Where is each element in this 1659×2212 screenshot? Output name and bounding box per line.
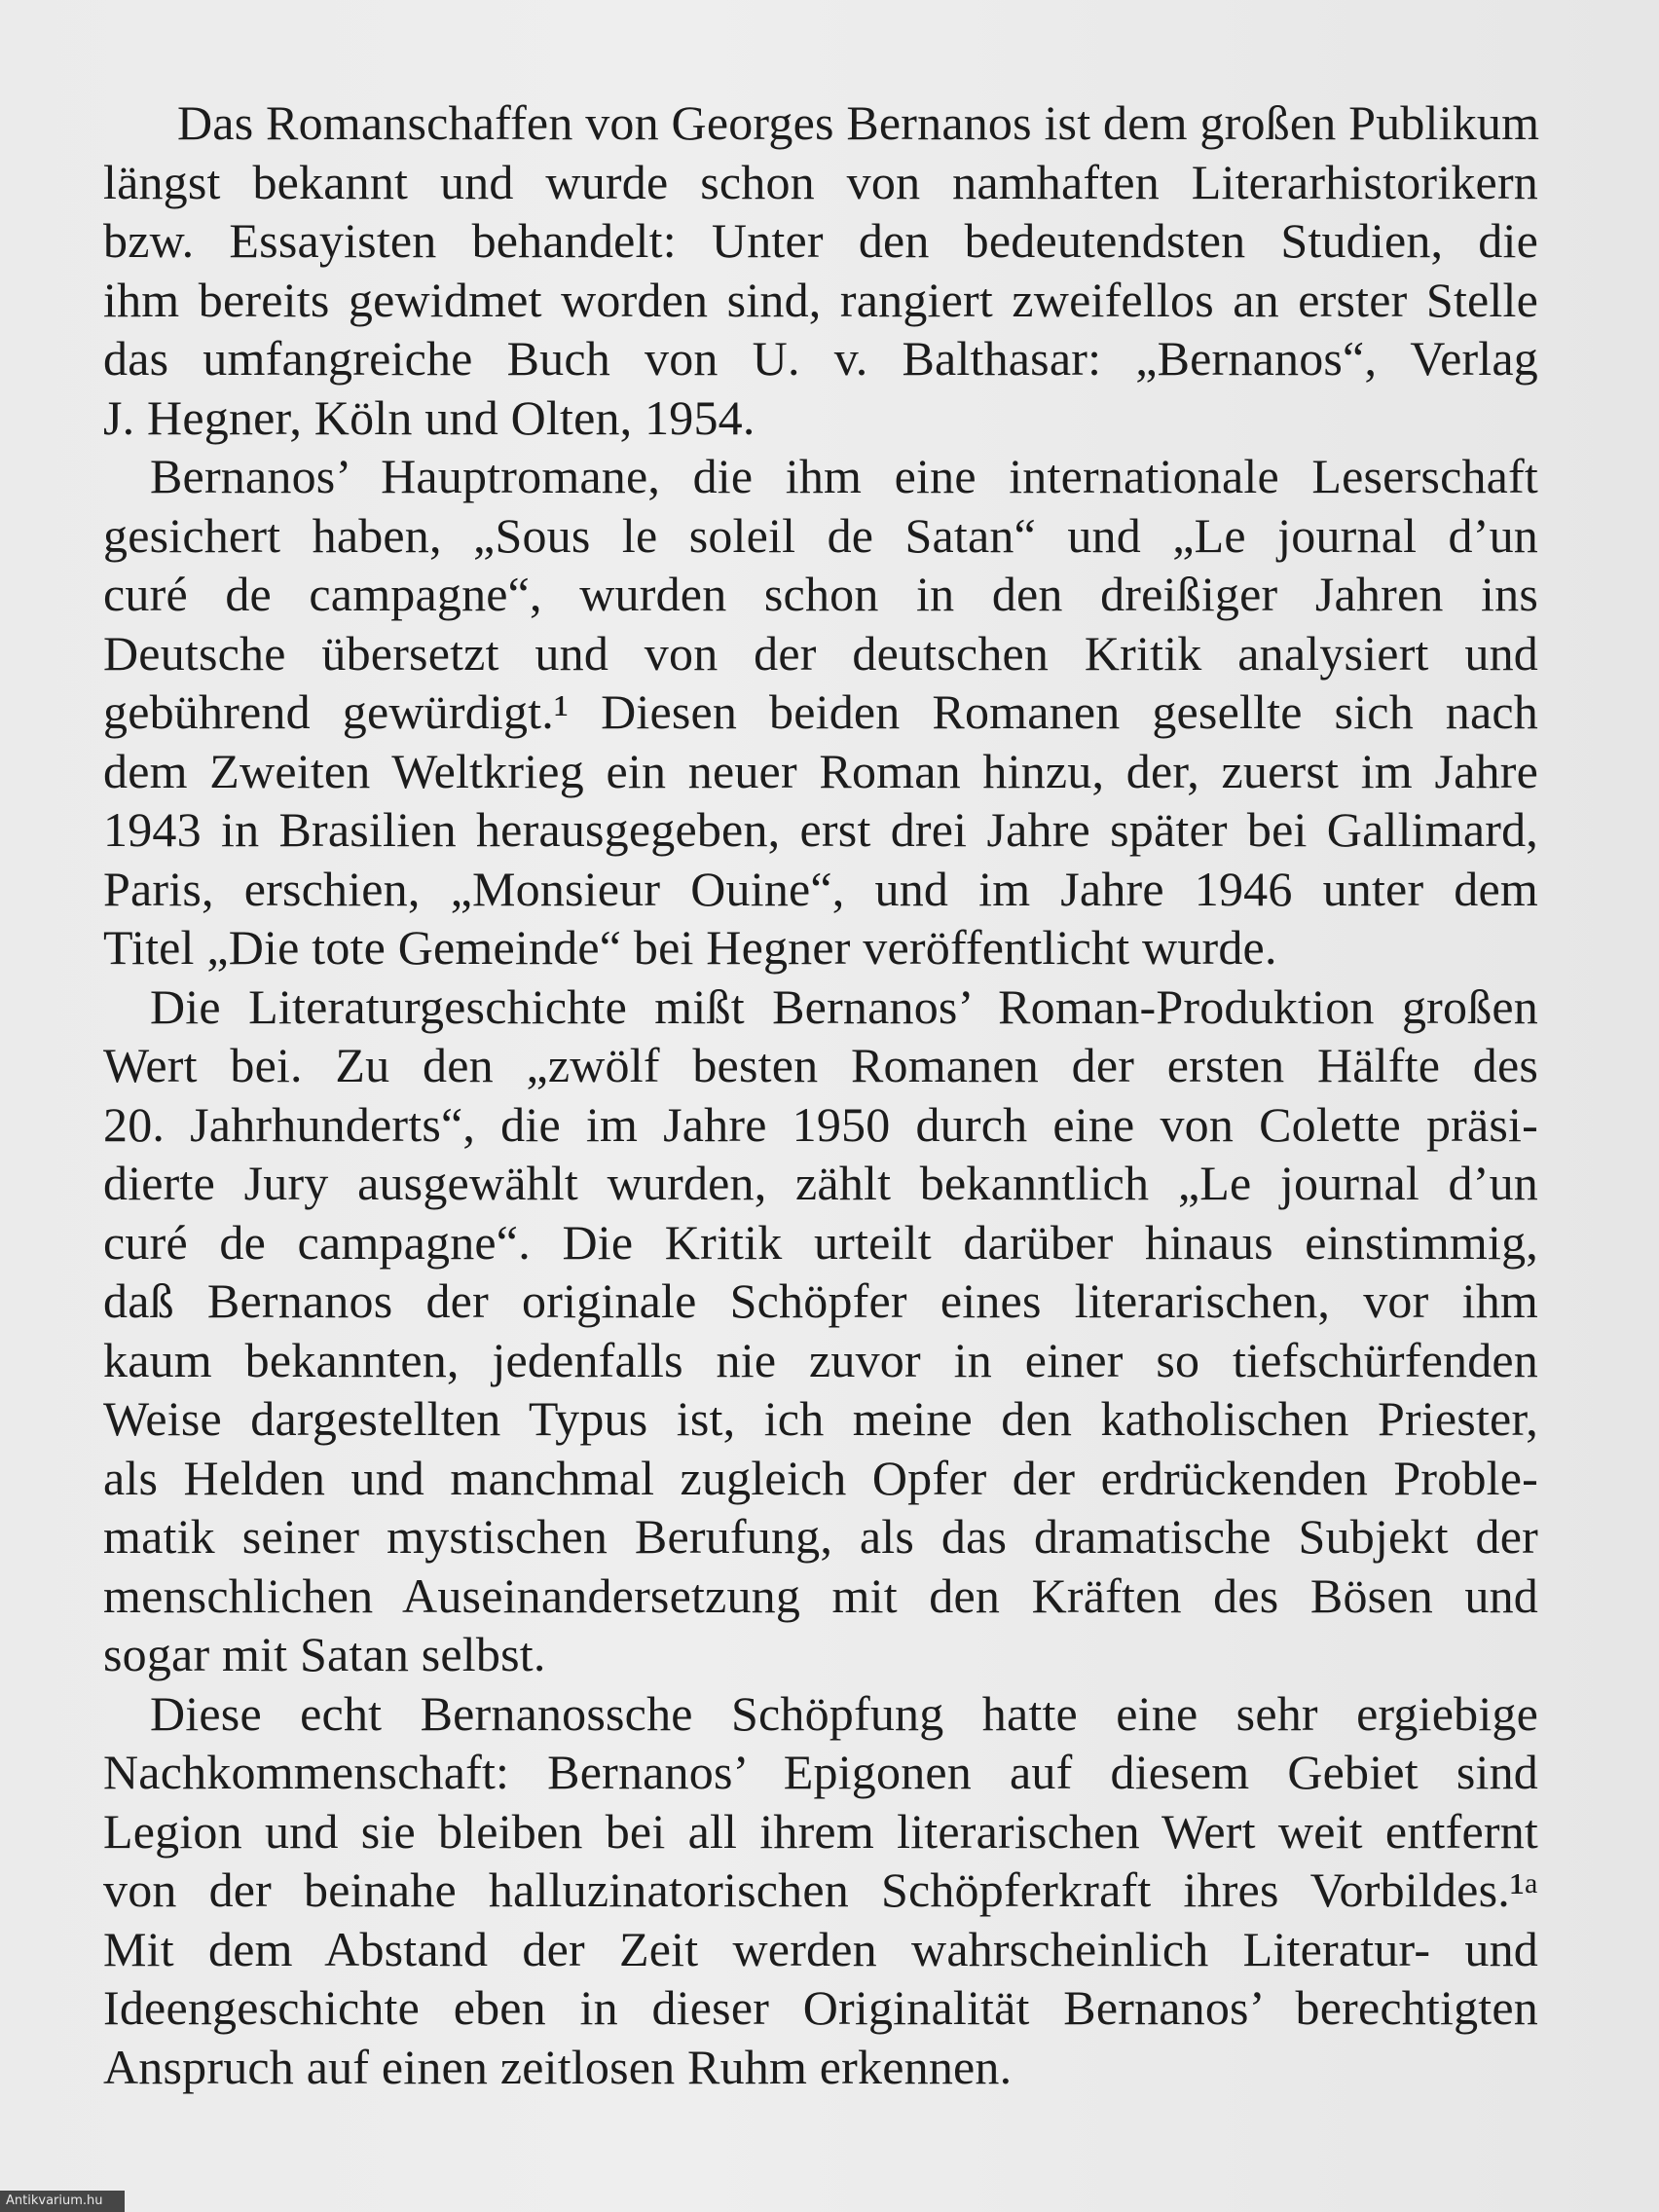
- text-line: dem Zweiten Weltkrieg ein neuer Roman hinzu, der, zuerst im Jahre: [103, 743, 1538, 798]
- text-line: curé de campagne“. Die Kritik urteilt darüber hinaus einstimmig,: [103, 1214, 1538, 1270]
- text-line: Deutsche übersetzt und von der deutschen Kritik analysiert und: [103, 625, 1538, 681]
- text-line: Weise dargestellten Typus ist, ich meine den katholischen Priester,: [103, 1391, 1538, 1446]
- paragraph-4: [103, 1684, 1538, 2097]
- text-line: Wert bei. Zu den „zwölf besten Romanen der ersten Hälfte des: [103, 1038, 1538, 1092]
- text-line: Diese echt Bernanossche Schöpfung hatte eine sehr ergiebige: [150, 1685, 1538, 1741]
- text-line: Mit dem Abstand der Zeit werden wahrscheinlich Literatur- und: [103, 1921, 1538, 1976]
- text-line: ihm bereits gewidmet worden sind, rangiert zweifellos an erster Stelle: [103, 272, 1538, 327]
- text-line: 20. Jahrhunderts“, die im Jahre 1950 durch eine von Colette präsi-: [103, 1096, 1538, 1152]
- text-line: daß Bernanos der originale Schöpfer eines literarischen, vor ihm: [103, 1273, 1538, 1328]
- text-line: gebührend gewürdigt.¹ Diesen beiden Romanen gesellte sich nach: [103, 684, 1538, 739]
- text-line: bzw. Essayisten behandelt: Unter den bedeutendsten Studien, die: [103, 213, 1538, 268]
- text-line: Das Romanschaffen von Georges Bernanos ist dem großen Publikum: [177, 95, 1540, 150]
- watermark-label: Antikvarium.hu: [0, 2191, 125, 2212]
- text-line: gesichert haben, „Sous le soleil de Satan“ und „Le journal d’un: [103, 507, 1538, 563]
- text-line: von der beinahe halluzinatorischen Schöpferkraft ihres Vorbildes.¹ᵃ: [103, 1862, 1538, 1917]
- text-line: curé de campagne“, wurden schon in den dreißiger Jahren ins: [103, 567, 1538, 621]
- text-line: Paris, erschien, „Monsieur Ouine“, und im Jahre 1946 unter dem: [103, 861, 1538, 916]
- text-line: 1943 in Brasilien herausgegeben, erst drei Jahre später bei Gallimard,: [103, 802, 1538, 857]
- paragraph-1: [103, 93, 1538, 447]
- paragraph-3: [103, 977, 1538, 1684]
- text-line: dierte Jury ausgewählt wurden, zählt bekanntlich „Le journal d’un: [103, 1156, 1538, 1210]
- text-line: sogar mit Satan selbst.: [103, 1627, 546, 1681]
- text-line: Anspruch auf einen zeitlosen Ruhm erkennen.: [103, 2039, 1013, 2094]
- text-line: Titel „Die tote Gemeinde“ bei Hegner veröffentlicht wurde.: [103, 920, 1277, 975]
- text-line: Nachkommenschaft: Bernanos’ Epigonen auf diesem Gebiet sind: [103, 1745, 1538, 1799]
- book-page-text: [103, 93, 1538, 2096]
- text-line: matik seiner mystischen Berufung, als das dramatische Subjekt der: [103, 1509, 1538, 1564]
- text-line: Legion und sie bleiben bei all ihrem literarischen Wert weit entfernt: [103, 1803, 1538, 1859]
- text-line: das umfangreiche Buch von U. v. Balthasar: „Bernanos“, Verlag: [103, 331, 1538, 386]
- text-line: menschlichen Auseinandersetzung mit den Kräften des Bösen und: [103, 1567, 1538, 1623]
- text-line: Ideengeschichte eben in dieser Originalität Bernanos’ berechtigten: [103, 1980, 1538, 2035]
- text-line: Die Literaturgeschichte mißt Bernanos’ Roman-Produktion großen: [150, 978, 1538, 1034]
- text-line: als Helden und manchmal zugleich Opfer der erdrückenden Proble-: [103, 1450, 1538, 1505]
- text-line: längst bekannt und wurde schon von namhaften Literarhistorikern: [103, 154, 1538, 209]
- text-line: J. Hegner, Köln und Olten, 1954.: [103, 389, 756, 445]
- paragraph-2: [103, 447, 1538, 977]
- text-line: kaum bekannten, jedenfalls nie zuvor in einer so tiefschürfenden: [103, 1332, 1538, 1387]
- text-line: Bernanos’ Hauptromane, die ihm eine internationale Leserschaft: [150, 449, 1538, 503]
